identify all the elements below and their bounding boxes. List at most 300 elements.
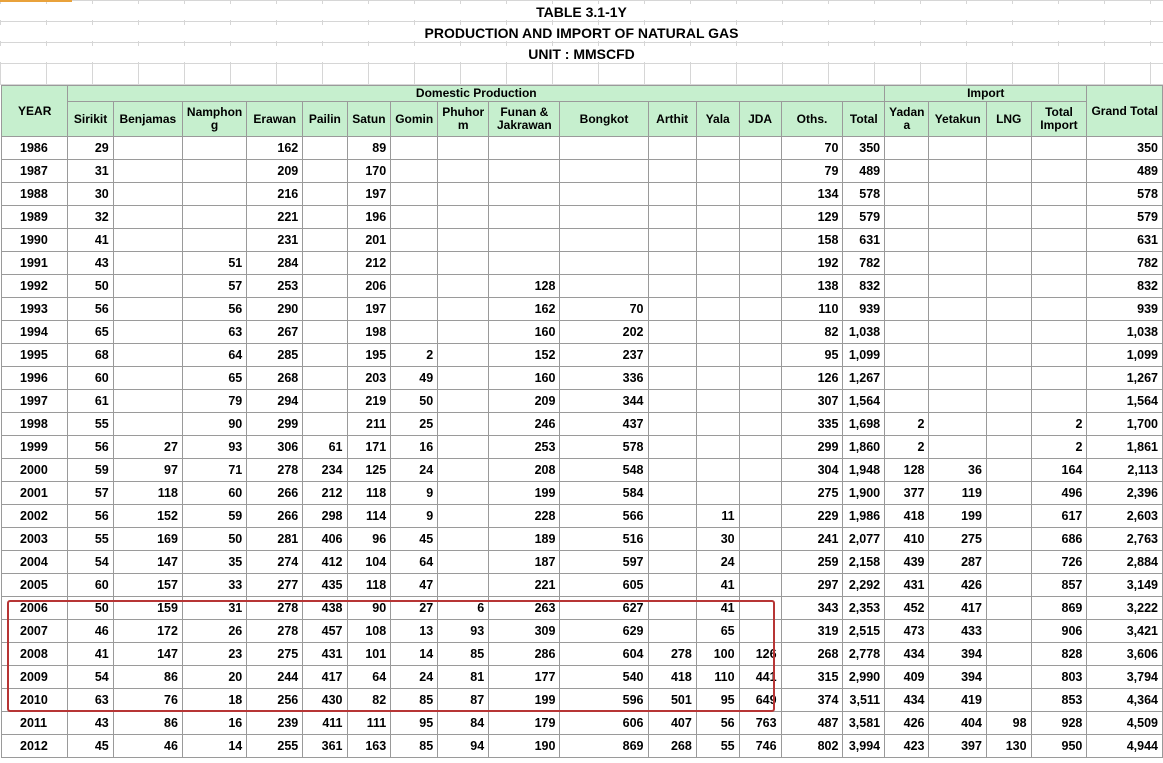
value-cell[interactable]	[696, 367, 739, 390]
value-cell[interactable]	[929, 344, 986, 367]
value-cell[interactable]	[739, 620, 781, 643]
value-cell[interactable]: 578	[560, 436, 648, 459]
value-cell[interactable]: 426	[885, 712, 929, 735]
value-cell[interactable]	[1031, 367, 1087, 390]
value-cell[interactable]: 434	[885, 643, 929, 666]
value-cell[interactable]: 9	[391, 482, 438, 505]
value-cell[interactable]: 30	[68, 183, 113, 206]
value-cell[interactable]	[929, 275, 986, 298]
value-cell[interactable]: 85	[391, 735, 438, 758]
value-cell[interactable]	[696, 390, 739, 413]
value-cell[interactable]: 229	[781, 505, 843, 528]
value-cell[interactable]: 86	[113, 712, 182, 735]
value-cell[interactable]: 45	[391, 528, 438, 551]
value-cell[interactable]: 726	[1031, 551, 1087, 574]
value-cell[interactable]: 782	[843, 252, 885, 275]
value-cell[interactable]	[696, 275, 739, 298]
value-cell[interactable]: 2	[885, 413, 929, 436]
value-cell[interactable]	[739, 482, 781, 505]
value-cell[interactable]: 298	[303, 505, 347, 528]
value-cell[interactable]: 394	[929, 643, 986, 666]
value-cell[interactable]: 81	[438, 666, 489, 689]
value-cell[interactable]	[391, 206, 438, 229]
value-cell[interactable]: 87	[438, 689, 489, 712]
value-cell[interactable]	[885, 183, 929, 206]
value-cell[interactable]: 1,860	[843, 436, 885, 459]
value-cell[interactable]	[986, 137, 1031, 160]
value-cell[interactable]: 2,292	[843, 574, 885, 597]
value-cell[interactable]: 68	[68, 344, 113, 367]
value-cell[interactable]: 70	[781, 137, 843, 160]
value-cell[interactable]	[696, 160, 739, 183]
value-cell[interactable]: 417	[929, 597, 986, 620]
value-cell[interactable]: 152	[489, 344, 560, 367]
value-cell[interactable]: 25	[391, 413, 438, 436]
value-cell[interactable]: 350	[1087, 137, 1163, 160]
value-cell[interactable]: 578	[1087, 183, 1163, 206]
value-cell[interactable]	[560, 275, 648, 298]
value-cell[interactable]	[696, 459, 739, 482]
value-cell[interactable]: 1,698	[843, 413, 885, 436]
value-cell[interactable]: 30	[696, 528, 739, 551]
value-cell[interactable]	[986, 574, 1031, 597]
value-cell[interactable]: 60	[68, 574, 113, 597]
value-cell[interactable]: 3,794	[1087, 666, 1163, 689]
value-cell[interactable]: 147	[113, 643, 182, 666]
value-cell[interactable]: 56	[696, 712, 739, 735]
value-cell[interactable]	[303, 160, 347, 183]
value-cell[interactable]	[929, 298, 986, 321]
value-cell[interactable]	[1031, 275, 1087, 298]
value-cell[interactable]: 487	[781, 712, 843, 735]
value-cell[interactable]: 686	[1031, 528, 1087, 551]
value-cell[interactable]	[739, 298, 781, 321]
value-cell[interactable]: 41	[696, 597, 739, 620]
value-cell[interactable]	[182, 206, 246, 229]
value-cell[interactable]	[648, 321, 696, 344]
value-cell[interactable]: 129	[781, 206, 843, 229]
value-cell[interactable]	[113, 344, 182, 367]
value-cell[interactable]	[885, 344, 929, 367]
value-cell[interactable]: 216	[247, 183, 303, 206]
value-cell[interactable]: 50	[182, 528, 246, 551]
value-cell[interactable]	[739, 528, 781, 551]
year-cell[interactable]: 2011	[2, 712, 68, 735]
value-cell[interactable]	[648, 413, 696, 436]
value-cell[interactable]: 108	[347, 620, 391, 643]
value-cell[interactable]	[438, 137, 489, 160]
value-cell[interactable]: 939	[1087, 298, 1163, 321]
value-cell[interactable]: 201	[347, 229, 391, 252]
value-cell[interactable]: 98	[986, 712, 1031, 735]
value-cell[interactable]: 2,077	[843, 528, 885, 551]
value-cell[interactable]: 56	[182, 298, 246, 321]
value-cell[interactable]: 304	[781, 459, 843, 482]
value-cell[interactable]	[1031, 137, 1087, 160]
value-cell[interactable]: 239	[247, 712, 303, 735]
value-cell[interactable]: 130	[986, 735, 1031, 758]
value-cell[interactable]	[986, 436, 1031, 459]
value-cell[interactable]: 397	[929, 735, 986, 758]
value-cell[interactable]: 950	[1031, 735, 1087, 758]
value-cell[interactable]: 46	[113, 735, 182, 758]
value-cell[interactable]	[489, 229, 560, 252]
value-cell[interactable]: 2,353	[843, 597, 885, 620]
value-cell[interactable]: 114	[347, 505, 391, 528]
value-cell[interactable]: 1,986	[843, 505, 885, 528]
value-cell[interactable]: 452	[885, 597, 929, 620]
value-cell[interactable]: 1,267	[843, 367, 885, 390]
value-cell[interactable]	[1031, 321, 1087, 344]
value-cell[interactable]: 110	[696, 666, 739, 689]
value-cell[interactable]: 157	[113, 574, 182, 597]
value-cell[interactable]	[648, 459, 696, 482]
value-cell[interactable]: 118	[347, 482, 391, 505]
value-cell[interactable]	[438, 390, 489, 413]
value-cell[interactable]: 43	[68, 252, 113, 275]
value-cell[interactable]: 189	[489, 528, 560, 551]
value-cell[interactable]	[648, 482, 696, 505]
value-cell[interactable]: 244	[247, 666, 303, 689]
value-cell[interactable]	[929, 367, 986, 390]
value-cell[interactable]: 437	[560, 413, 648, 436]
value-cell[interactable]: 344	[560, 390, 648, 413]
value-cell[interactable]: 31	[182, 597, 246, 620]
value-cell[interactable]: 65	[68, 321, 113, 344]
value-cell[interactable]: 36	[929, 459, 986, 482]
value-cell[interactable]: 548	[560, 459, 648, 482]
value-cell[interactable]: 79	[781, 160, 843, 183]
value-cell[interactable]: 126	[739, 643, 781, 666]
value-cell[interactable]: 604	[560, 643, 648, 666]
year-cell[interactable]: 1993	[2, 298, 68, 321]
year-cell[interactable]: 1989	[2, 206, 68, 229]
value-cell[interactable]: 306	[247, 436, 303, 459]
value-cell[interactable]: 377	[885, 482, 929, 505]
value-cell[interactable]: 128	[489, 275, 560, 298]
value-cell[interactable]: 71	[182, 459, 246, 482]
value-cell[interactable]: 86	[113, 666, 182, 689]
value-cell[interactable]	[885, 206, 929, 229]
value-cell[interactable]	[438, 252, 489, 275]
value-cell[interactable]: 169	[113, 528, 182, 551]
year-cell[interactable]: 2008	[2, 643, 68, 666]
value-cell[interactable]	[560, 206, 648, 229]
value-cell[interactable]	[986, 482, 1031, 505]
value-cell[interactable]: 540	[560, 666, 648, 689]
value-cell[interactable]: 162	[247, 137, 303, 160]
value-cell[interactable]	[1031, 229, 1087, 252]
value-cell[interactable]: 411	[303, 712, 347, 735]
value-cell[interactable]: 82	[781, 321, 843, 344]
value-cell[interactable]	[303, 298, 347, 321]
value-cell[interactable]: 277	[247, 574, 303, 597]
value-cell[interactable]: 584	[560, 482, 648, 505]
value-cell[interactable]: 56	[68, 436, 113, 459]
value-cell[interactable]: 746	[739, 735, 781, 758]
value-cell[interactable]	[113, 390, 182, 413]
value-cell[interactable]: 832	[843, 275, 885, 298]
value-cell[interactable]: 50	[68, 275, 113, 298]
value-cell[interactable]	[648, 528, 696, 551]
value-cell[interactable]	[303, 367, 347, 390]
value-cell[interactable]	[438, 574, 489, 597]
value-cell[interactable]: 256	[247, 689, 303, 712]
value-cell[interactable]: 1,099	[1087, 344, 1163, 367]
value-cell[interactable]	[986, 321, 1031, 344]
value-cell[interactable]	[560, 229, 648, 252]
value-cell[interactable]	[986, 344, 1031, 367]
value-cell[interactable]: 18	[182, 689, 246, 712]
value-cell[interactable]	[303, 206, 347, 229]
value-cell[interactable]	[182, 183, 246, 206]
value-cell[interactable]: 2	[885, 436, 929, 459]
value-cell[interactable]	[113, 137, 182, 160]
value-cell[interactable]	[113, 275, 182, 298]
value-cell[interactable]	[986, 620, 1031, 643]
value-cell[interactable]: 111	[347, 712, 391, 735]
value-cell[interactable]	[929, 436, 986, 459]
value-cell[interactable]	[182, 160, 246, 183]
value-cell[interactable]: 410	[885, 528, 929, 551]
value-cell[interactable]: 2,158	[843, 551, 885, 574]
value-cell[interactable]: 199	[489, 689, 560, 712]
value-cell[interactable]: 61	[303, 436, 347, 459]
value-cell[interactable]	[648, 298, 696, 321]
value-cell[interactable]	[1031, 298, 1087, 321]
value-cell[interactable]: 828	[1031, 643, 1087, 666]
value-cell[interactable]: 26	[182, 620, 246, 643]
value-cell[interactable]	[182, 229, 246, 252]
value-cell[interactable]: 374	[781, 689, 843, 712]
value-cell[interactable]: 294	[247, 390, 303, 413]
value-cell[interactable]	[391, 252, 438, 275]
value-cell[interactable]	[648, 160, 696, 183]
value-cell[interactable]: 79	[182, 390, 246, 413]
value-cell[interactable]	[885, 298, 929, 321]
value-cell[interactable]: 343	[781, 597, 843, 620]
value-cell[interactable]	[303, 413, 347, 436]
value-cell[interactable]: 266	[247, 505, 303, 528]
value-cell[interactable]: 2	[391, 344, 438, 367]
value-cell[interactable]: 441	[739, 666, 781, 689]
value-cell[interactable]: 202	[560, 321, 648, 344]
value-cell[interactable]: 255	[247, 735, 303, 758]
value-cell[interactable]	[391, 137, 438, 160]
value-cell[interactable]: 1,038	[843, 321, 885, 344]
value-cell[interactable]: 605	[560, 574, 648, 597]
value-cell[interactable]: 23	[182, 643, 246, 666]
value-cell[interactable]	[303, 321, 347, 344]
value-cell[interactable]	[739, 367, 781, 390]
year-cell[interactable]: 1987	[2, 160, 68, 183]
value-cell[interactable]	[438, 321, 489, 344]
value-cell[interactable]: 50	[391, 390, 438, 413]
year-cell[interactable]: 1991	[2, 252, 68, 275]
value-cell[interactable]	[739, 229, 781, 252]
year-cell[interactable]: 2003	[2, 528, 68, 551]
value-cell[interactable]	[929, 206, 986, 229]
value-cell[interactable]	[648, 183, 696, 206]
value-cell[interactable]: 430	[303, 689, 347, 712]
value-cell[interactable]	[648, 137, 696, 160]
value-cell[interactable]: 46	[68, 620, 113, 643]
value-cell[interactable]	[303, 390, 347, 413]
value-cell[interactable]: 1,948	[843, 459, 885, 482]
value-cell[interactable]	[739, 459, 781, 482]
value-cell[interactable]: 418	[885, 505, 929, 528]
value-cell[interactable]	[696, 321, 739, 344]
year-cell[interactable]: 1994	[2, 321, 68, 344]
value-cell[interactable]: 56	[68, 298, 113, 321]
value-cell[interactable]: 187	[489, 551, 560, 574]
value-cell[interactable]: 164	[1031, 459, 1087, 482]
value-cell[interactable]	[391, 160, 438, 183]
year-cell[interactable]: 2006	[2, 597, 68, 620]
value-cell[interactable]: 60	[68, 367, 113, 390]
value-cell[interactable]	[986, 551, 1031, 574]
year-cell[interactable]: 2000	[2, 459, 68, 482]
value-cell[interactable]: 3,511	[843, 689, 885, 712]
value-cell[interactable]	[489, 206, 560, 229]
value-cell[interactable]: 361	[303, 735, 347, 758]
value-cell[interactable]: 206	[347, 275, 391, 298]
value-cell[interactable]	[929, 321, 986, 344]
value-cell[interactable]: 253	[489, 436, 560, 459]
year-cell[interactable]: 1997	[2, 390, 68, 413]
value-cell[interactable]: 90	[347, 597, 391, 620]
value-cell[interactable]	[696, 252, 739, 275]
value-cell[interactable]: 20	[182, 666, 246, 689]
value-cell[interactable]: 309	[489, 620, 560, 643]
value-cell[interactable]	[885, 367, 929, 390]
value-cell[interactable]: 3,606	[1087, 643, 1163, 666]
value-cell[interactable]: 417	[303, 666, 347, 689]
value-cell[interactable]	[929, 390, 986, 413]
value-cell[interactable]	[986, 160, 1031, 183]
value-cell[interactable]	[303, 275, 347, 298]
value-cell[interactable]: 199	[489, 482, 560, 505]
value-cell[interactable]	[489, 252, 560, 275]
value-cell[interactable]: 473	[885, 620, 929, 643]
value-cell[interactable]: 192	[781, 252, 843, 275]
value-cell[interactable]: 284	[247, 252, 303, 275]
value-cell[interactable]: 198	[347, 321, 391, 344]
year-cell[interactable]: 2004	[2, 551, 68, 574]
value-cell[interactable]	[391, 298, 438, 321]
value-cell[interactable]: 281	[247, 528, 303, 551]
value-cell[interactable]: 27	[391, 597, 438, 620]
value-cell[interactable]	[986, 643, 1031, 666]
value-cell[interactable]	[648, 367, 696, 390]
value-cell[interactable]: 82	[347, 689, 391, 712]
value-cell[interactable]: 299	[781, 436, 843, 459]
year-cell[interactable]: 2001	[2, 482, 68, 505]
value-cell[interactable]: 4,944	[1087, 735, 1163, 758]
value-cell[interactable]: 32	[68, 206, 113, 229]
value-cell[interactable]	[696, 413, 739, 436]
value-cell[interactable]: 275	[781, 482, 843, 505]
value-cell[interactable]: 2,763	[1087, 528, 1163, 551]
value-cell[interactable]: 51	[182, 252, 246, 275]
value-cell[interactable]	[489, 183, 560, 206]
value-cell[interactable]	[739, 390, 781, 413]
value-cell[interactable]	[929, 413, 986, 436]
value-cell[interactable]	[438, 160, 489, 183]
value-cell[interactable]: 45	[68, 735, 113, 758]
value-cell[interactable]: 199	[929, 505, 986, 528]
value-cell[interactable]: 287	[929, 551, 986, 574]
value-cell[interactable]: 212	[347, 252, 391, 275]
value-cell[interactable]	[986, 206, 1031, 229]
value-cell[interactable]: 501	[648, 689, 696, 712]
value-cell[interactable]	[739, 183, 781, 206]
value-cell[interactable]	[648, 620, 696, 643]
value-cell[interactable]	[560, 137, 648, 160]
value-cell[interactable]	[303, 252, 347, 275]
value-cell[interactable]	[696, 206, 739, 229]
value-cell[interactable]: 85	[438, 643, 489, 666]
value-cell[interactable]: 101	[347, 643, 391, 666]
value-cell[interactable]: 649	[739, 689, 781, 712]
value-cell[interactable]	[986, 689, 1031, 712]
value-cell[interactable]: 50	[68, 597, 113, 620]
value-cell[interactable]: 16	[391, 436, 438, 459]
value-cell[interactable]	[986, 459, 1031, 482]
value-cell[interactable]: 394	[929, 666, 986, 689]
value-cell[interactable]: 54	[68, 551, 113, 574]
value-cell[interactable]: 631	[843, 229, 885, 252]
value-cell[interactable]	[986, 413, 1031, 436]
value-cell[interactable]: 406	[303, 528, 347, 551]
value-cell[interactable]	[438, 528, 489, 551]
value-cell[interactable]	[438, 229, 489, 252]
value-cell[interactable]: 55	[68, 528, 113, 551]
value-cell[interactable]: 263	[489, 597, 560, 620]
value-cell[interactable]	[885, 321, 929, 344]
value-cell[interactable]	[696, 482, 739, 505]
value-cell[interactable]: 125	[347, 459, 391, 482]
value-cell[interactable]: 434	[885, 689, 929, 712]
value-cell[interactable]	[648, 275, 696, 298]
value-cell[interactable]: 350	[843, 137, 885, 160]
value-cell[interactable]	[986, 367, 1031, 390]
value-cell[interactable]: 41	[68, 229, 113, 252]
value-cell[interactable]	[885, 275, 929, 298]
value-cell[interactable]: 631	[1087, 229, 1163, 252]
value-cell[interactable]: 578	[843, 183, 885, 206]
value-cell[interactable]: 64	[391, 551, 438, 574]
value-cell[interactable]: 489	[843, 160, 885, 183]
value-cell[interactable]	[739, 275, 781, 298]
value-cell[interactable]: 93	[182, 436, 246, 459]
value-cell[interactable]: 89	[347, 137, 391, 160]
value-cell[interactable]	[113, 298, 182, 321]
value-cell[interactable]: 85	[391, 689, 438, 712]
value-cell[interactable]	[929, 183, 986, 206]
value-cell[interactable]	[113, 321, 182, 344]
value-cell[interactable]	[648, 436, 696, 459]
value-cell[interactable]: 209	[489, 390, 560, 413]
value-cell[interactable]	[739, 160, 781, 183]
value-cell[interactable]	[489, 137, 560, 160]
value-cell[interactable]: 253	[247, 275, 303, 298]
value-cell[interactable]: 118	[347, 574, 391, 597]
value-cell[interactable]	[648, 574, 696, 597]
value-cell[interactable]: 457	[303, 620, 347, 643]
value-cell[interactable]: 782	[1087, 252, 1163, 275]
value-cell[interactable]	[438, 551, 489, 574]
